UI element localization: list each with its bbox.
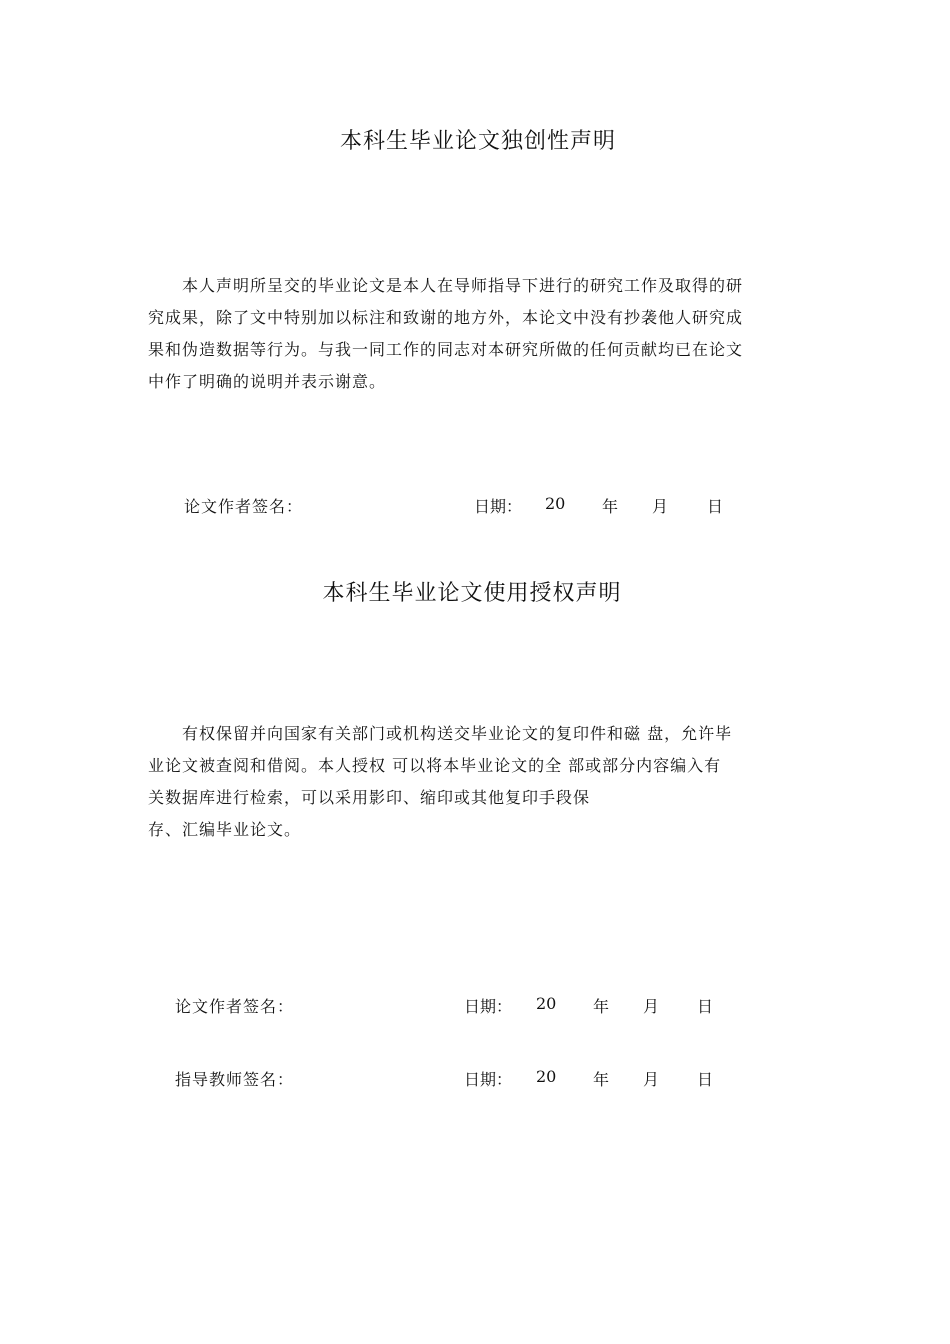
paragraph-line: 有权保留并向国家有关部门或机构送交毕业论文的复印件和磁 盘，允许毕 <box>148 724 733 743</box>
date-year-prefix: 20 <box>536 1067 557 1086</box>
advisor-signature-label: 指导教师签名： <box>175 1070 295 1089</box>
date-year-label: 年 <box>602 497 619 516</box>
paragraph-line: 果和伪造数据等行为。与我一同工作的同志对本研究所做的任何贡献均已在论文 <box>148 340 744 359</box>
paragraph-line: 关数据库进行检索，可以采用影印、缩印或其他复印手段保 <box>148 788 591 807</box>
date-month-label: 月 <box>643 1070 660 1089</box>
date-label: 日期： <box>464 1070 513 1089</box>
originality-declaration-title: 本科生毕业论文独创性声明 <box>339 129 616 154</box>
originality-declaration-text <box>148 270 816 398</box>
paragraph-line: 中作了明确的说明并表示谢意。 <box>148 372 387 391</box>
date-year-prefix: 20 <box>536 994 557 1013</box>
usage-authorization-title: 本科生毕业论文使用授权声明 <box>322 581 622 606</box>
date-year-label: 年 <box>593 1070 610 1089</box>
paragraph-line: 究成果，除了文中特别加以标注和致谢的地方外，本论文中没有抄袭他人研究成 <box>148 308 744 327</box>
date-year-prefix: 20 <box>545 494 566 513</box>
paragraph-line: 本人声明所呈交的毕业论文是本人在导师指导下进行的研究工作及取得的研 <box>148 276 744 295</box>
paragraph-line: 业论文被查阅和借阅。本人授权 可以将本毕业论文的全 部或部分内容编入有 <box>148 756 722 775</box>
date-day-label: 日 <box>697 1070 714 1089</box>
paragraph-line: 存、汇编毕业论文。 <box>148 820 302 839</box>
author-signature-label: 论文作者签名： <box>175 997 295 1016</box>
date-label: 日期： <box>464 997 513 1016</box>
date-day-label: 日 <box>707 497 724 516</box>
date-label: 日期： <box>474 497 523 516</box>
date-month-label: 月 <box>652 497 669 516</box>
date-year-label: 年 <box>593 997 610 1016</box>
date-day-label: 日 <box>697 997 714 1016</box>
date-month-label: 月 <box>643 997 660 1016</box>
author-signature-label: 论文作者签名： <box>184 497 304 516</box>
usage-authorization-text <box>148 718 816 846</box>
